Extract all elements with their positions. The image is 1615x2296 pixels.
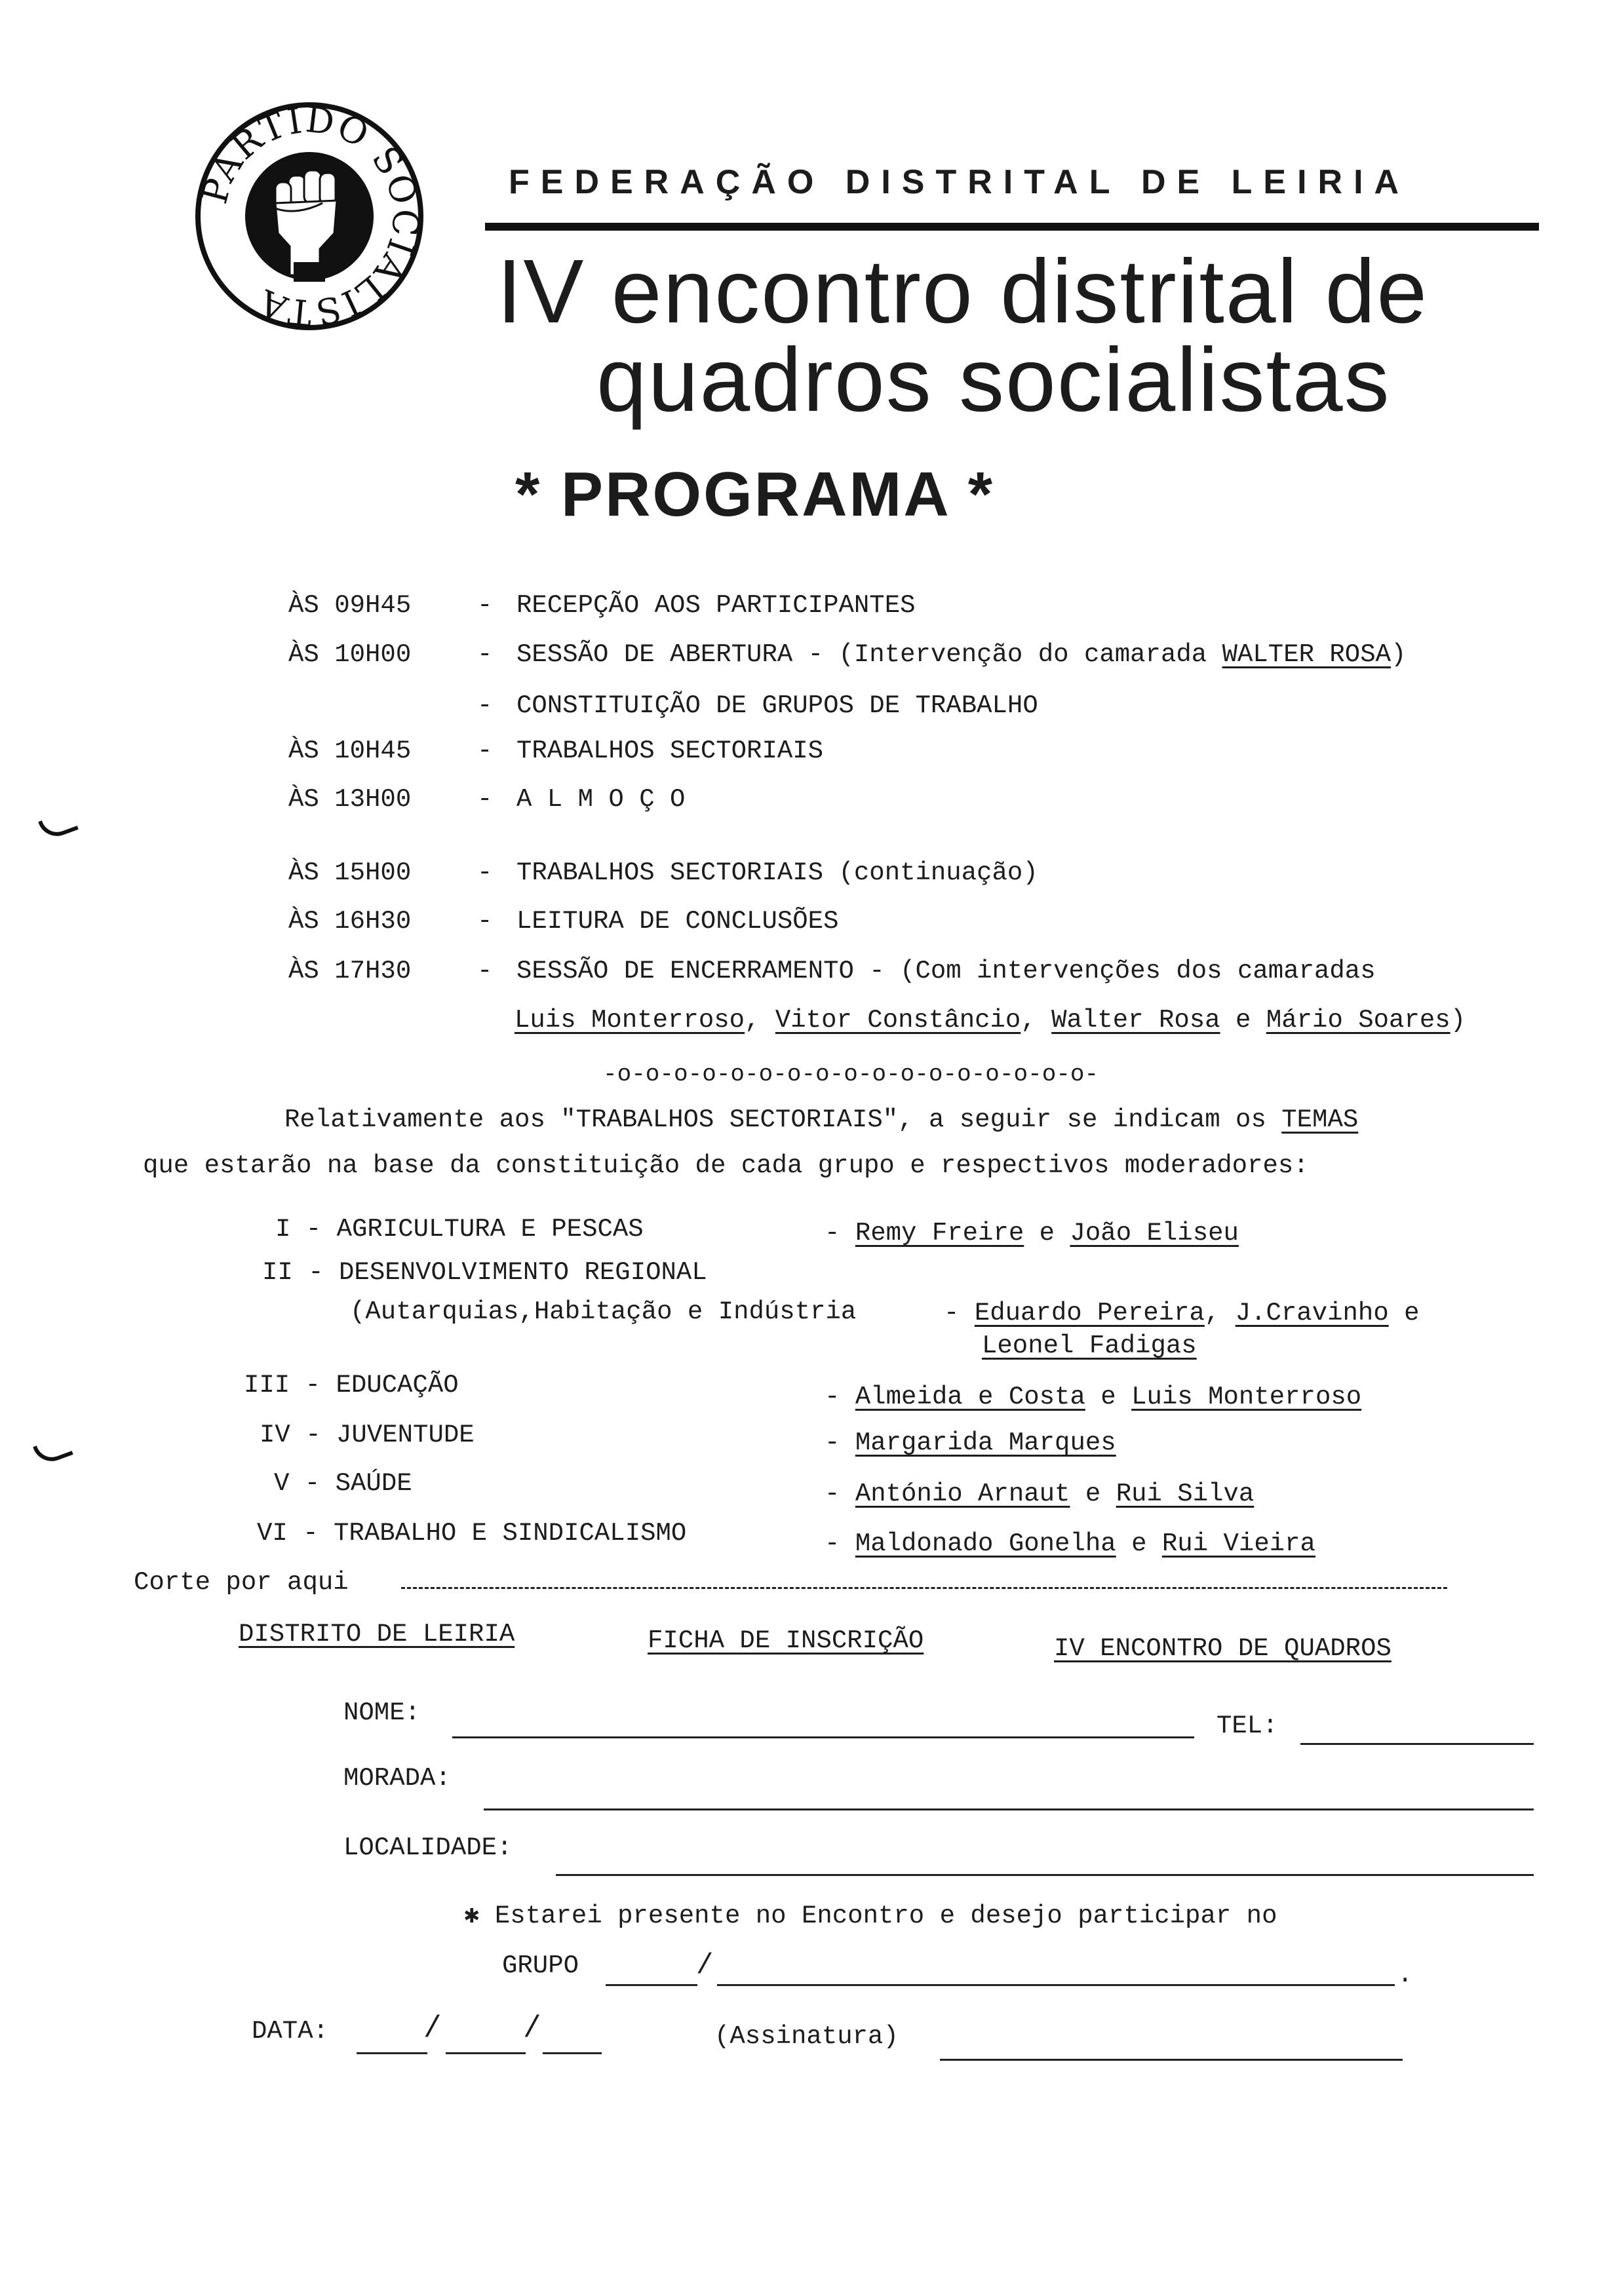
tel-label: TEL: [1216, 1712, 1278, 1740]
date-day-field[interactable] [357, 2052, 427, 2054]
theme-row: III - EDUCAÇÃO [244, 1371, 459, 1400]
grupo-end: . [1397, 1961, 1413, 1989]
schedule-activity: TRABALHOS SECTORIAIS (continuação) [516, 858, 1038, 887]
schedule-activity: A L M O Ç O [516, 785, 686, 814]
theme-topic: AGRICULTURA E PESCAS [336, 1215, 644, 1244]
intro-line-2: que estarão na base da constituição de cada grupo e respectivos moderadores: [143, 1151, 1309, 1180]
event-title-line-2: quadros socialistas [596, 330, 1391, 430]
cut-line [401, 1587, 1447, 1589]
cut-here-label: Corte por aqui [134, 1568, 349, 1597]
theme-moderators: - Margarida Marques [825, 1428, 1116, 1457]
schedule-row: ÀS 15H00 - TRABALHOS SECTORIAIS (continuação) [288, 858, 1038, 887]
schedule-activity: TRABALHOS SECTORIAIS [516, 737, 824, 765]
signature-field[interactable] [940, 2059, 1403, 2061]
intro-line-1: Relativamente aos "TRABALHOS SECTORIAIS", a seguir se indicam os TEMAS [284, 1105, 1359, 1134]
date-slash-2: / [523, 2012, 541, 2046]
schedule-row: ÀS 17H30 - SESSÃO DE ENCERRAMENTO - (Com intervenções dos camaradas [288, 957, 1376, 985]
scan-hole-mark [38, 810, 79, 842]
theme-topic: EDUCAÇÃO [336, 1371, 459, 1400]
theme-topic: JUVENTUDE [336, 1421, 475, 1449]
theme-moderators: - Maldonado Gonelha e Rui Vieira [825, 1529, 1315, 1558]
form-header-title: FICHA DE INSCRIÇÃO [648, 1626, 924, 1655]
programa-heading: * PROGRAMA * [515, 459, 995, 529]
schedule-row: ÀS 09H45 - RECEPÇÃO AOS PARTICIPANTES [288, 591, 916, 620]
theme-topic: DESENVOLVIMENTO REGIONAL [339, 1258, 707, 1287]
schedule-row: ÀS 10H45 - TRABALHOS SECTORIAIS [288, 737, 824, 765]
theme-topic-detail: (Autarquias,Habitação e Indústria [350, 1297, 857, 1326]
schedule-activity: SESSÃO DE ABERTURA - (Intervenção do camarada WALTER ROSA) [516, 640, 1407, 669]
theme-moderators: - Almeida e Costa e Luis Monterroso [825, 1383, 1362, 1411]
schedule-activity: RECEPÇÃO AOS PARTICIPANTES [516, 591, 916, 620]
theme-row: V - SAÚDE [274, 1469, 412, 1498]
raised-fist-icon [191, 98, 427, 334]
theme-row: II - DESENVOLVIMENTO REGIONAL [262, 1258, 707, 1287]
localidade-field[interactable] [556, 1874, 1534, 1876]
theme-moderators-cont: Leonel Fadigas [982, 1331, 1197, 1360]
event-title-line-1: IV encontro distrital de [497, 241, 1429, 342]
theme-row: VI - TRABALHO E SINDICALISMO [257, 1519, 687, 1548]
nome-label: NOME: [343, 1698, 421, 1727]
form-header-district: DISTRITO DE LEIRIA [239, 1620, 515, 1649]
theme-moderators: - António Arnaut e Rui Silva [825, 1480, 1255, 1508]
theme-row: IV - JUVENTUDE [260, 1421, 475, 1449]
morada-label: MORADA: [343, 1764, 451, 1793]
tel-field[interactable] [1300, 1743, 1534, 1745]
party-logo [191, 98, 427, 334]
schedule-row: ÀS 10H00 - SESSÃO DE ABERTURA - (Intervenção do camarada WALTER ROSA) [288, 640, 1407, 669]
assinatura-label: (Assinatura) [714, 2022, 899, 2051]
date-year-field[interactable] [543, 2052, 602, 2054]
morada-field[interactable] [484, 1808, 1534, 1810]
header-rule [485, 223, 1539, 231]
schedule-row: ÀS 16H30 - LEITURA DE CONCLUSÕES [288, 907, 839, 936]
localidade-label: LOCALIDADE: [343, 1833, 513, 1862]
schedule-row: ÀS 13H00 - A L M O Ç O [288, 785, 686, 814]
schedule-activity: LEITURA DE CONCLUSÕES [516, 907, 839, 936]
data-label: DATA: [252, 2017, 329, 2046]
speaker-name: WALTER ROSA [1222, 640, 1391, 669]
schedule-activity: SESSÃO DE ENCERRAMENTO - (Com intervenções dos camaradas [516, 957, 1376, 985]
grupo-slash: / [696, 1949, 714, 1982]
theme-moderators: - Remy Freire e João Eliseu [825, 1219, 1239, 1248]
closing-speakers: Luis Monterroso, Vitor Constâncio, Walter Rosa e Mário Soares) [515, 1006, 1466, 1035]
schedule-row: - CONSTITUIÇÃO DE GRUPOS DE TRABALHO [477, 691, 1038, 720]
federation-heading: FEDERAÇÃO DISTRITAL DE LEIRIA [509, 163, 1411, 201]
date-month-field[interactable] [446, 2052, 526, 2054]
grupo-label: GRUPO [502, 1951, 579, 1980]
form-header-event: IV ENCONTRO DE QUADROS [1054, 1634, 1391, 1663]
logo-ring-text: PARTIDO SOCIALISTA [193, 98, 427, 334]
theme-row: I - AGRICULTURA E PESCAS [275, 1215, 644, 1244]
date-slash-1: / [423, 2012, 442, 2046]
attendance-statement: ✱ Estarei presente no Encontro e desejo participar no [464, 1902, 1277, 1930]
theme-topic: TRABALHO E SINDICALISMO [334, 1519, 687, 1548]
grupo-name-field[interactable] [717, 1984, 1395, 1986]
theme-topic: SAÚDE [335, 1469, 412, 1498]
scan-hole-mark [33, 1435, 73, 1467]
theme-moderators: - Eduardo Pereira, J.Cravinho e [944, 1299, 1420, 1328]
separator-line: -o-o-o-o-o-o-o-o-o-o-o-o-o-o-o-o-o- [603, 1061, 1099, 1088]
nome-field[interactable] [452, 1736, 1194, 1738]
schedule-activity: CONSTITUIÇÃO DE GRUPOS DE TRABALHO [516, 691, 1038, 720]
grupo-number-field[interactable] [606, 1984, 697, 1986]
checkbox-mark[interactable]: ✱ [464, 1902, 480, 1930]
